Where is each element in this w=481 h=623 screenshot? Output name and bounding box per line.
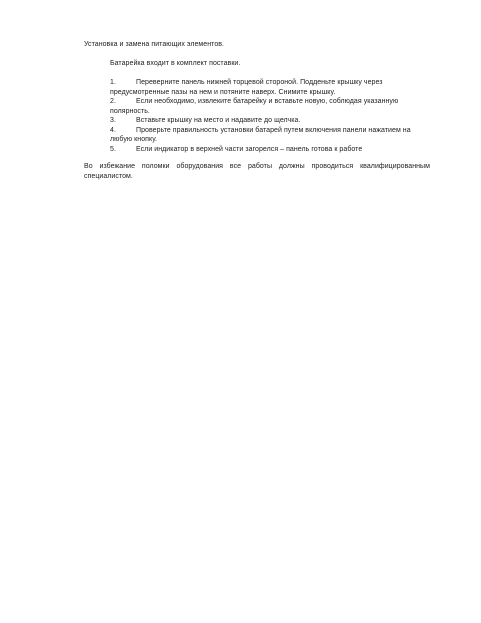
step-text: Проверьте правильность установки батарей путем включения панели нажатием на любую кнопку. bbox=[110, 126, 411, 143]
instruction-step bbox=[110, 116, 430, 126]
instruction-step bbox=[110, 145, 430, 155]
instruction-step bbox=[110, 126, 430, 145]
step-number: 2. bbox=[110, 98, 116, 105]
intro-paragraph: Батарейка входит в комплект поставки. bbox=[110, 59, 241, 67]
step-text: Вставьте крышку на место и надавите до щелчка. bbox=[136, 117, 301, 124]
step-number: 4. bbox=[110, 126, 116, 134]
warning-paragraph: Во избежание поломки оборудования все работы должны проводиться квалифицированным специалистом. bbox=[84, 163, 430, 180]
step-text: Переверните панель нижней торцевой стороной. Подденьте крышку через предусмотренные пазы на нем и потяните наверх. Снимите крышку. bbox=[110, 79, 383, 96]
instruction-step bbox=[110, 97, 430, 116]
step-text: Если необходимо, извлеките батарейку и вставьте новую, соблюдая указанную полярность. bbox=[110, 98, 399, 115]
step-number: 3. bbox=[110, 117, 116, 124]
step-number: 5. bbox=[110, 145, 116, 153]
document-body bbox=[84, 40, 430, 181]
step-number: 1. bbox=[110, 79, 116, 86]
step-text: Если индикатор в верхней части загорелся – панель готова к работе bbox=[136, 145, 363, 153]
section-heading: Установка и замена питающих элементов. bbox=[84, 41, 225, 48]
instruction-list bbox=[84, 78, 430, 154]
instruction-step bbox=[110, 78, 430, 97]
